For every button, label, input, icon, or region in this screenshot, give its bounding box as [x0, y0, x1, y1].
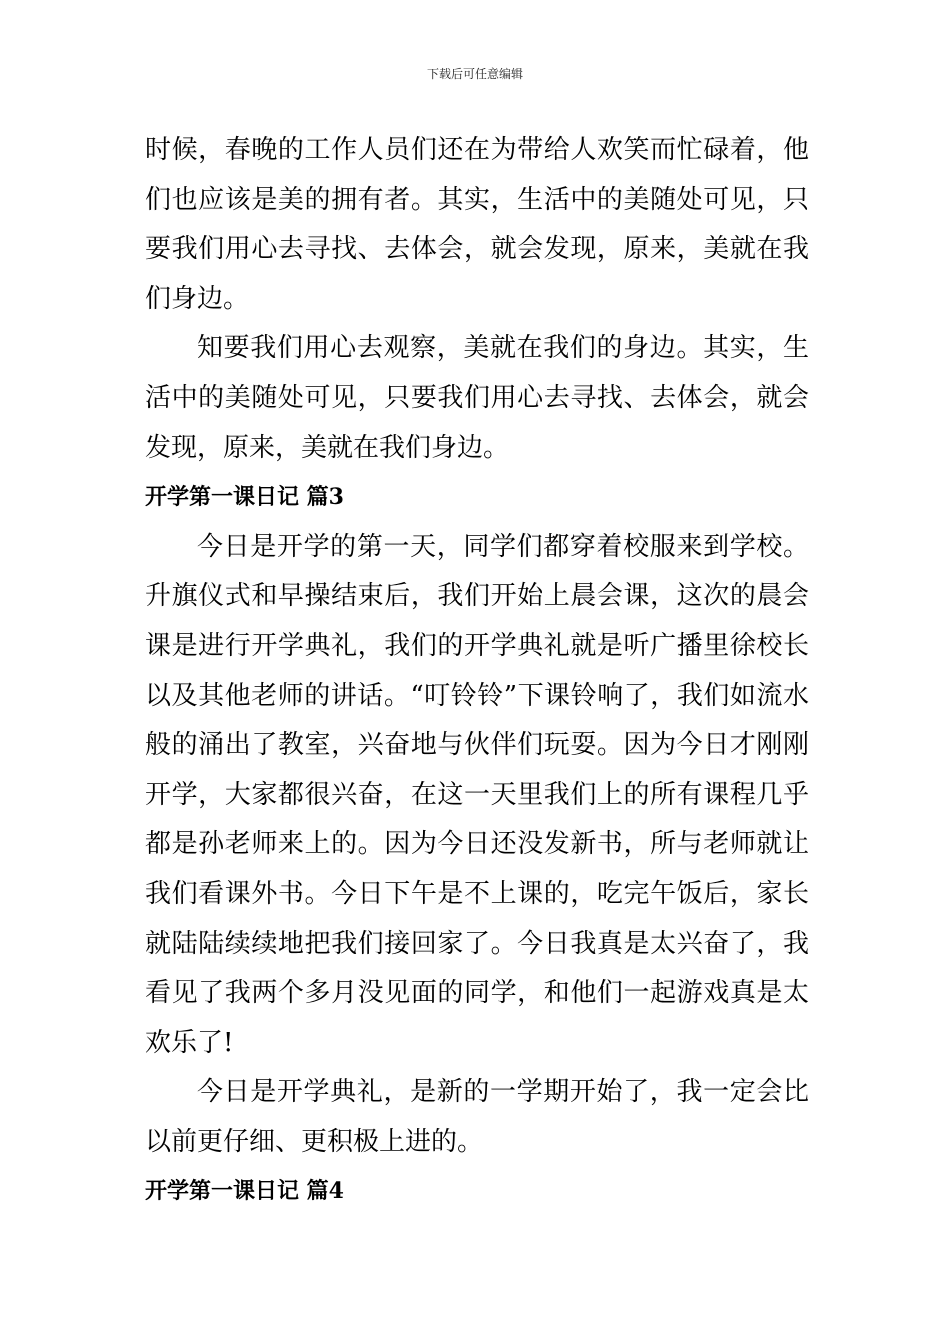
page-header-note: 下载后可任意编辑	[426, 67, 523, 81]
document-body	[145, 126, 809, 1217]
paragraph-4: 今日是开学典礼，是新的一学期开始了，我一定会比以前更仔细、更积极上进的。	[145, 1077, 809, 1157]
section-heading-3: 开学第一课日记 篇3	[145, 484, 344, 511]
paragraph-3: 今日是开学的第一天，同学们都穿着校服来到学校。升旗仪式和早操结束后，我们开始上晨会课，这次的晨会课是进行开学典礼，我们的开学典礼就是听广播里徐校长以及其他老师的讲话。“叮铃铃”下课铃响了，我们如流水般的涌出了教室，兴奋地与伙伴们玩耍。因为今日才刚刚开学，大家都很兴奋，在这一天里我们上的所有课程几乎都是孙老师来上的。因为今日还没发新书，所与老师就让我们看课外书。今日下午是不上课的，吃完午饭后，家长就陆陆续续地把我们接回家了。今日我真是太兴奋了，我看见了我两个多月没见面的同学，和他们一起游戏真是太欢乐了!	[145, 531, 809, 1058]
paragraph-2: 知要我们用心去观察，美就在我们的身边。其实，生活中的美随处可见，只要我们用心去寻找、去体会，就会发现，原来，美就在我们身边。	[145, 333, 809, 463]
paragraph-1: 时候，春晚的工作人员们还在为带给人欢笑而忙碌着，他们也应该是美的拥有者。其实，生活中的美随处可见，只要我们用心去寻找、去体会，就会发现，原来，美就在我们身边。	[145, 135, 809, 314]
section-heading-4: 开学第一课日记 篇4	[145, 1178, 344, 1205]
